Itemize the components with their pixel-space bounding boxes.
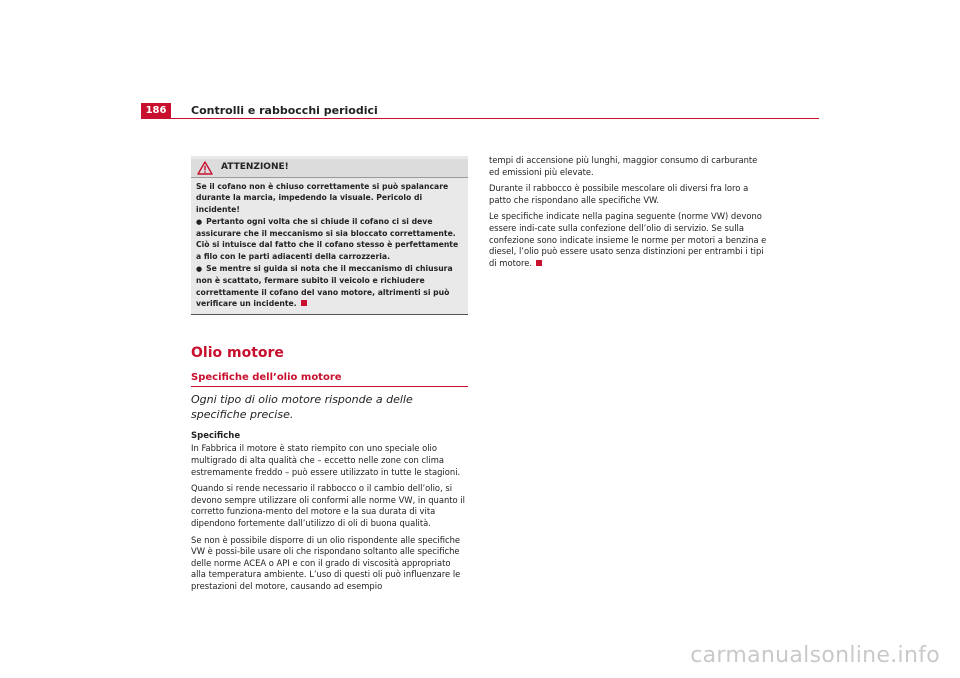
end-marker [536, 260, 542, 266]
header-rule [171, 118, 819, 119]
warning-title: ATTENZIONE! [221, 162, 289, 173]
body-paragraph: tempi di accensione più lunghi, maggior consumo di carburante ed emissioni più elevate. [489, 155, 758, 177]
body-paragraph: Durante il rabbocco è possibile mescolare oli diversi fra loro a patto che rispondano alle specifiche VW. [489, 183, 749, 205]
warning-triangle-icon [197, 161, 213, 175]
section-title: Olio motore [191, 345, 284, 362]
warning-bullet: ● Pertanto ogni volta che si chiude il cofano ci si deve assicurare che il meccanismo si sia bloccato correttamente. Ciò si intuisce dal fatto che il cofano stesso è perfettamente a filo con le parti adiacenti della carrozzeria. [196, 216, 464, 262]
lead-sentence: Ogni tipo di olio motore risponde a delle specifiche precise. [191, 392, 413, 421]
minor-heading: Specifiche [191, 430, 241, 441]
running-header: Controlli e rabbocchi periodici [191, 104, 378, 117]
warning-header [191, 159, 468, 178]
warning-text [196, 181, 464, 309]
page-number: 186 [141, 103, 171, 119]
warning-bullet: ● Se mentre si guida si nota che il meccanismo di chiusura non è scattato, fermare subito il veicolo e richiudere correttamente il cofano del vano motore, altrimenti si può verificare un incidente. [196, 263, 464, 309]
end-marker [301, 300, 307, 306]
subsection-title: Specifiche dell’olio motore [191, 372, 468, 387]
left-column [191, 156, 468, 598]
warning-paragraph: Se il cofano non è chiuso correttamente si può spalancare durante la marcia, impedendo la visuale. Pericolo di incidente! [196, 182, 449, 214]
watermark: carmanualsonline.info [690, 643, 940, 668]
right-column [489, 155, 769, 274]
body-paragraph: Le specifiche indicate nella pagina seguente (norme VW) devono essere indi-cate sulla confezione dell’olio di servizio. Se sulla confezione sono indicate insieme le norme per motori a benzina e diesel, l’olio può essere usato senza distinzioni per entrambi i tipi di motore. [489, 211, 767, 268]
body-paragraph: Quando si rende necessario il rabbocco o il cambio dell’olio, si devono sempre utilizzare oli conformi alle norme VW, in quanto il corretto funziona-mento del motore e la sua durata di vita dipendono fortemente dall’utilizzo di oli di buona qualità. [191, 483, 465, 529]
body-paragraph: Se non è possibile disporre di un olio rispondente alle specifiche VW è possi-bile usare oli che rispondano soltanto alle specifiche delle norme ACEA o API e con il grado di viscosità appropriato alla temperatura ambiente. L’uso di questi oli può influenzare le prestazioni del motore, causando ad esempio [191, 534, 461, 591]
warning-box [191, 156, 468, 315]
body-paragraph: In Fabbrica il motore è stato riempito con uno speciale olio multigrado di alta qualità che – eccetto nelle zone con clima estremamente freddo – può essere utilizzato in tutte le stagioni. [191, 443, 461, 477]
